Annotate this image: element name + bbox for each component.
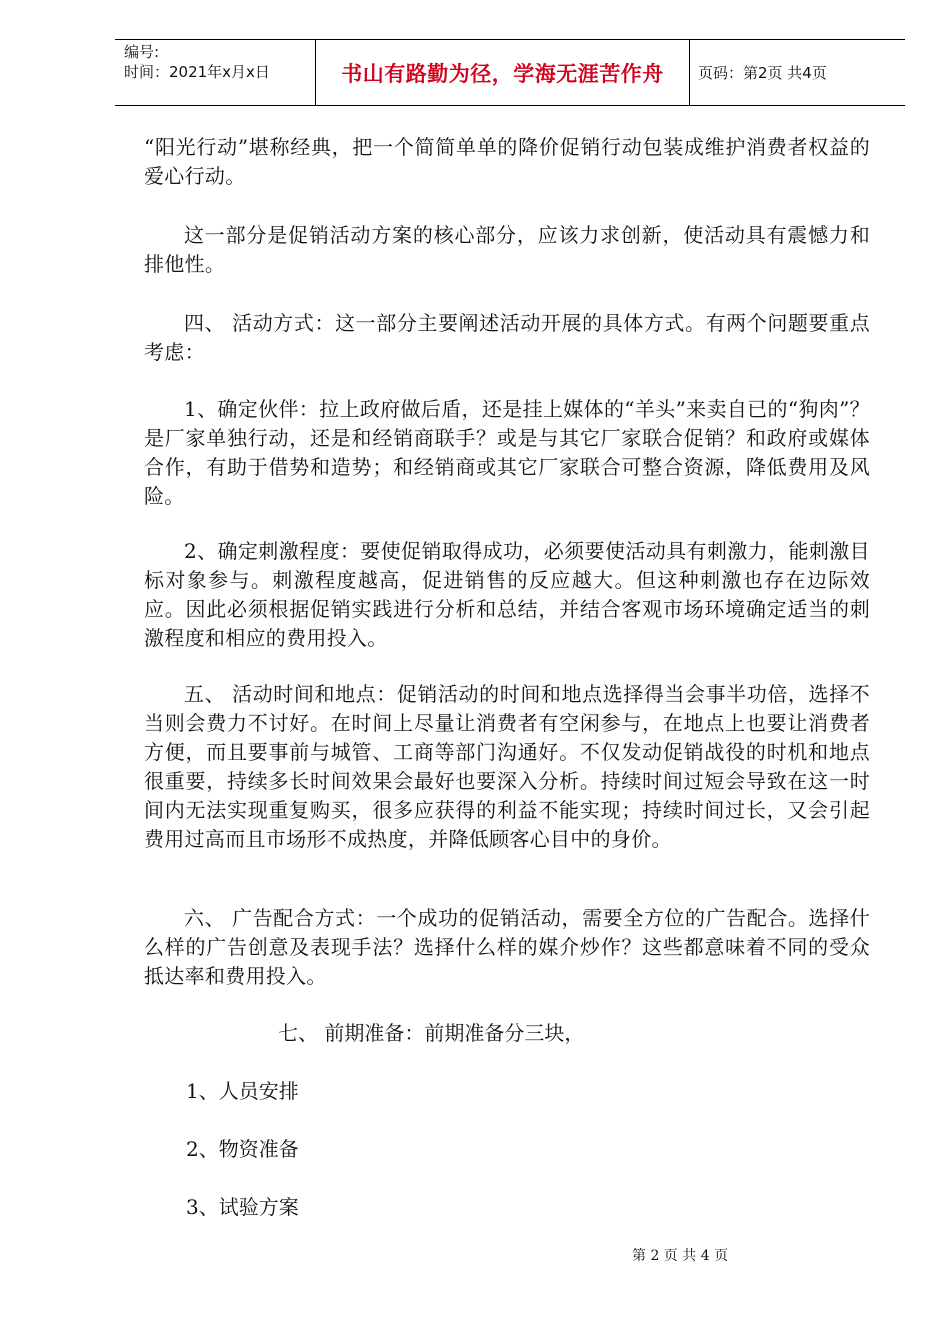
paragraph-advertising: 六、 广告配合方式：一个成功的促销活动，需要全方位的广告配合。选择什么样的广告创意及表现手法？选择什么样的媒介炒作？这些都意味着不同的受众抵达率和费用投入。 [144,906,870,988]
header-page-info: 页码：第2页 共4页 [698,64,827,82]
page-footer: 第 2 页 共 4 页 [632,1248,729,1264]
header-motto: 书山有路勤为径，学海无涯苦作舟 [341,61,664,86]
paragraph-activity-method: 四、 活动方式：这一部分主要阐述活动开展的具体方式。有两个问题要重点考虑： [144,311,870,364]
header-page-cell [690,40,905,105]
list-item: 3、试验方案 [186,1195,299,1219]
document-time-label: 时间：2021年x月x日 [124,63,270,81]
paragraph-core: 这一部分是促销活动方案的核心部分，应该力求创新，使活动具有震憾力和排他性。 [144,223,870,276]
paragraph-intro: “阳光行动”堪称经典，把一个简简单单的降价促销行动包装成维护消费者权益的爱心行动。 [144,135,870,188]
header-meta-cell [115,40,316,105]
paragraph-stimulus: 2、确定刺激程度：要使促销取得成功，必须要使活动具有刺激力，能刺激目标对象参与。刺激程度越高，促进销售的反应越大。但这种刺激也存在边际效应。因此必须根据促销实践进行分析和总结，并结合客观市场环境确定适当的刺激程度和相应的费用投入。 [144,539,870,650]
paragraph-preparation: 七、 前期准备：前期准备分三块， [278,1021,585,1045]
header-motto-cell [316,40,690,105]
list-item: 2、物资准备 [186,1137,299,1161]
document-number-label: 编号: [124,43,160,61]
list-item: 1、人员安排 [186,1079,299,1103]
document-header [115,39,905,106]
paragraph-partner: 1、确定伙伴：拉上政府做后盾，还是挂上媒体的“羊头”来卖自已的“狗肉”？是厂家单独行动，还是和经销商联手？或是与其它厂家联合促销？和政府或媒体合作，有助于借势和造势；和经销商或其它厂家联合可整合资源，降低费用及风险。 [144,397,870,508]
paragraph-time-place: 五、 活动时间和地点：促销活动的时间和地点选择得当会事半功倍，选择不当则会费力不讨好。在时间上尽量让消费者有空闲参与，在地点上也要让消费者方便，而且要事前与城管、工商等部门沟通好。不仅发动促销战役的时机和地点很重要，持续多长时间效果会最好也要深入分析。持续时间过短会导致在这一时间内无法实现重复购买，很多应获得的利益不能实现；持续时间过长，又会引起费用过高而且市场形不成热度，并降低顾客心目中的身价。 [144,682,870,851]
